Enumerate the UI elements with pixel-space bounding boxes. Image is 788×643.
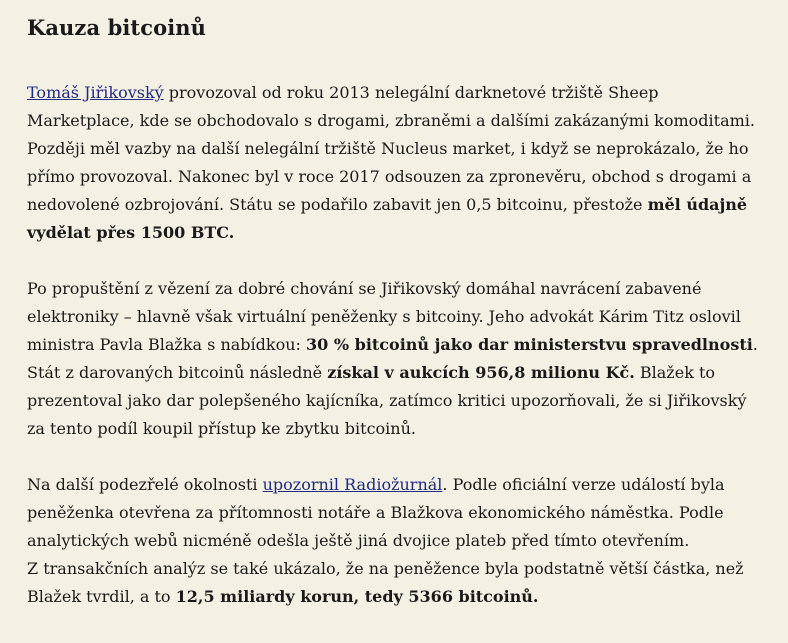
p3-text-3: Z transakčních analýz se také ukázalo, že na peněžence byla podstatně větší částka, než Blažek tvrdil, a to xyxy=(27,559,744,606)
p3-bold-1: 12,5 miliardy korun, tedy 5366 bitcoinů. xyxy=(175,587,539,606)
p2-bold-1: 30 % bitcoinů jako dar ministerstvu spravedlnosti xyxy=(306,335,753,354)
article-title: Kauza bitcoinů xyxy=(27,15,207,40)
p3-text-1: Na další podezřelé okolnosti xyxy=(27,475,263,494)
link-upozornil-radiozurnal[interactable]: upozornil Radiožurnál xyxy=(262,475,443,494)
p2-text-2: . Stát z darovaných bitcoinů následně xyxy=(27,335,758,382)
link-tomas-jirikovsky[interactable]: Tomáš Jiřikovský xyxy=(27,83,164,102)
p2-text-3: Blažek to prezentoval jako dar polepšeného kajícníka, zatímco kritici upozorňovali, že si Jiřikovský za tento podíl koupil přístup ke zbytku bitcoinů. xyxy=(27,363,747,438)
p2-text-1: Po propuštění z vězení za dobré chování se Jiřikovský domáhal navrácení zabavené elektroniky – hlavně však virtuální peněženky s bitcoiny. Jeho advokát Kárim Titz oslovil ministra Pavla Blažka s nabídkou: xyxy=(27,279,741,354)
paragraph-3 xyxy=(27,471,767,611)
paragraph-2 xyxy=(27,275,767,443)
p1-bold: měl údajně vydělat přes 1500 BTC. xyxy=(27,195,748,242)
p2-bold-2: získal v aukcích 956,8 milionu Kč. xyxy=(327,363,635,382)
p1-text: provozoval od roku 2013 nelegální darknetové tržiště Sheep Marketplace, kde se obchodovalo s drogami, zbraněmi a dalšími zakázanými komoditami. Později měl vazby na další nelegální tržiště Nucleus market, i když se neprokázalo, že ho přímo provozoval. Nakonec byl v roce 2017 odsouzen za zpronevěru, obchod s drogami a nedovolené ozbrojování. Státu se podařilo zabavit jen 0,5 bitcoinu, přestože xyxy=(27,83,756,214)
paragraph-1 xyxy=(27,79,767,247)
p3-text-2: . Podle oficiální verze událostí byla peněženka otevřena za přítomnosti notáře a Blažkova ekonomického náměstka. Podle analytických webů nicméně odešla ještě jiná dvojice plateb před tímto otevřením. xyxy=(27,475,725,550)
